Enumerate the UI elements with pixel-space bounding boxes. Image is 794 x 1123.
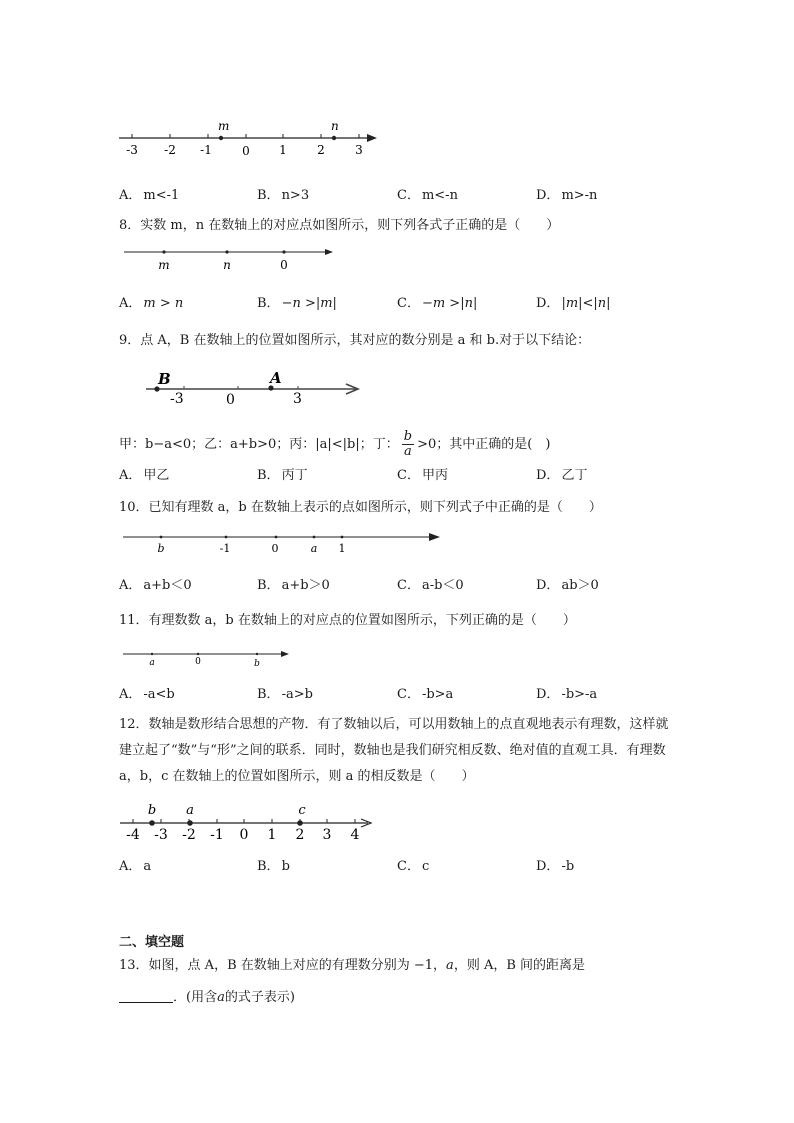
q8-option-c[interactable]: C． −m >|n| — [397, 296, 478, 311]
q12-label-a: a — [186, 803, 194, 818]
q9-option-d[interactable]: D． 乙丁 — [536, 468, 588, 483]
q9-option-b[interactable]: B． 丙丁 — [257, 468, 308, 483]
q12-option-a[interactable]: A． a — [119, 859, 152, 874]
q8-stem: 8．实数 m，n 在数轴上的对应点如图所示，则下列各式子正确的是（ ） — [119, 218, 560, 233]
q7-number-line — [115, 118, 385, 160]
q11-option-a[interactable]: A． -a<b — [119, 687, 175, 702]
q12-tick: 2 — [295, 827, 305, 843]
q9-option-c[interactable]: C． 甲丙 — [397, 468, 448, 483]
q10-stem: 10．已知有理数 a，b 在数轴上表示的点如图所示，则下列式子中正确的是（ ） — [119, 500, 602, 515]
q12-point-c — [297, 820, 303, 826]
q10-label-a: a — [310, 542, 318, 555]
q7-option-d[interactable]: D． m>-n — [536, 188, 598, 203]
q10-option-a[interactable]: A． a+b＜0 — [119, 578, 192, 593]
q8-option-a[interactable]: A． m > n — [119, 296, 184, 311]
q7-option-a[interactable]: A． m<-1 — [119, 188, 180, 203]
q12-number-line — [118, 801, 380, 843]
q12-tick: -1 — [210, 827, 224, 843]
q9-label-b: B — [158, 370, 171, 388]
q9-stem: 9．点 A，B 在数轴上的位置如图所示，其对应的数分别是 a 和 b.对于以下结论： — [119, 333, 591, 348]
q12-point-a — [187, 820, 193, 826]
q12-label-b: b — [147, 803, 157, 818]
q7-tick: -3 — [126, 143, 138, 157]
q8-label-n: n — [223, 258, 231, 272]
q8-label-0: 0 — [280, 258, 288, 272]
q8-option-d[interactable]: D． |m|<|n| — [536, 296, 611, 311]
q7-label-n: n — [331, 119, 339, 133]
q9-frac-num: b — [403, 429, 413, 444]
q7-tick: -1 — [200, 143, 212, 157]
q7-option-b[interactable]: B． n>3 — [257, 188, 310, 203]
q11-label-a: a — [149, 658, 155, 668]
q12-option-d[interactable]: D． -b — [536, 859, 575, 874]
q13-var: a — [446, 958, 454, 973]
q10-label-neg1: -1 — [219, 542, 231, 555]
q12-label-c: c — [298, 803, 306, 818]
q12-tick: 1 — [267, 827, 277, 843]
q10-label-1: 1 — [338, 542, 346, 555]
q10-option-d[interactable]: D． ab＞0 — [536, 578, 599, 593]
q9-number-line — [140, 362, 365, 406]
q7-tick: -2 — [164, 143, 176, 157]
q10-option-b[interactable]: B． a+b＞0 — [257, 578, 330, 593]
q11-option-b[interactable]: B． -a>b — [257, 687, 313, 702]
q9-frac-den: a — [404, 444, 412, 459]
q8-label-m: m — [158, 258, 170, 272]
q8-number-line — [120, 244, 340, 274]
q11-number-line — [120, 648, 295, 670]
q11-option-c[interactable]: C． -b>a — [397, 687, 454, 702]
q9-option-a[interactable]: A． 甲乙 — [119, 468, 170, 483]
q12-tick: 3 — [322, 827, 332, 843]
q7-label-m: m — [218, 119, 230, 133]
q9-label-neg3: -3 — [170, 391, 184, 406]
q11-option-d[interactable]: D． -b>-a — [536, 687, 598, 702]
q10-label-b: b — [157, 542, 165, 555]
q7-tick: 3 — [355, 143, 363, 157]
q12-tick: 0 — [239, 827, 249, 843]
q12-stem: 12．数轴是数形结合思想的产物．有了数轴以后，可以用数轴上的点直观地表示有理数，这样就建立起了“数”与“形”之间的联系．同时，数轴也是我们研究相反数、绝对值的直观工具．有理数 a，b，c 在数轴上的位置如图所示，则 a 的相反数是（ ） — [119, 717, 669, 784]
q7-point-m — [219, 136, 223, 140]
q9-label-3: 3 — [293, 391, 302, 406]
section-heading: 二、填空题 — [119, 935, 185, 950]
q12-point-b — [149, 820, 155, 826]
q12-tick: -4 — [126, 827, 140, 843]
q7-option-c[interactable]: C． m<-n — [397, 188, 458, 203]
q12-tick: -3 — [154, 827, 168, 843]
q9-conclusions: 甲：b−a<0；乙：a+b>0；丙：|a|<|b|；丁： $\frac{b}{a}$ >0；其中正确的是( ) — [119, 429, 551, 459]
q13-answer-line: ．(用含a的式子表示) — [119, 989, 295, 1007]
q13-stem: 13．如图，点 A，B 在数轴上对应的有理数分别为 −1，a，则 A，B 间的距离是 — [119, 958, 586, 973]
q8-option-b[interactable]: B． −n >|m| — [257, 296, 337, 311]
q9-label-a: A — [270, 369, 282, 387]
q7-tick: 2 — [317, 143, 325, 157]
q10-option-c[interactable]: C． a-b＜0 — [397, 578, 464, 593]
q11-label-b: b — [254, 659, 260, 669]
q12-tick: -2 — [182, 827, 196, 843]
q7-tick: 1 — [279, 143, 287, 157]
q13-answer-blank[interactable] — [119, 990, 173, 1003]
q11-label-0: 0 — [195, 657, 201, 667]
q7-tick: 0 — [242, 144, 250, 158]
q9-label-0: 0 — [226, 392, 235, 406]
q12-tick: 4 — [350, 827, 360, 843]
q10-label-0: 0 — [271, 542, 279, 555]
q10-number-line — [120, 530, 445, 556]
q12-option-b[interactable]: B． b — [257, 859, 290, 874]
q7-point-n — [332, 136, 336, 140]
q11-stem: 11．有理数数 a，b 在数轴上的对应点的位置如图所示，下列正确的是（ ） — [119, 613, 576, 628]
q12-option-c[interactable]: C． c — [397, 859, 430, 874]
